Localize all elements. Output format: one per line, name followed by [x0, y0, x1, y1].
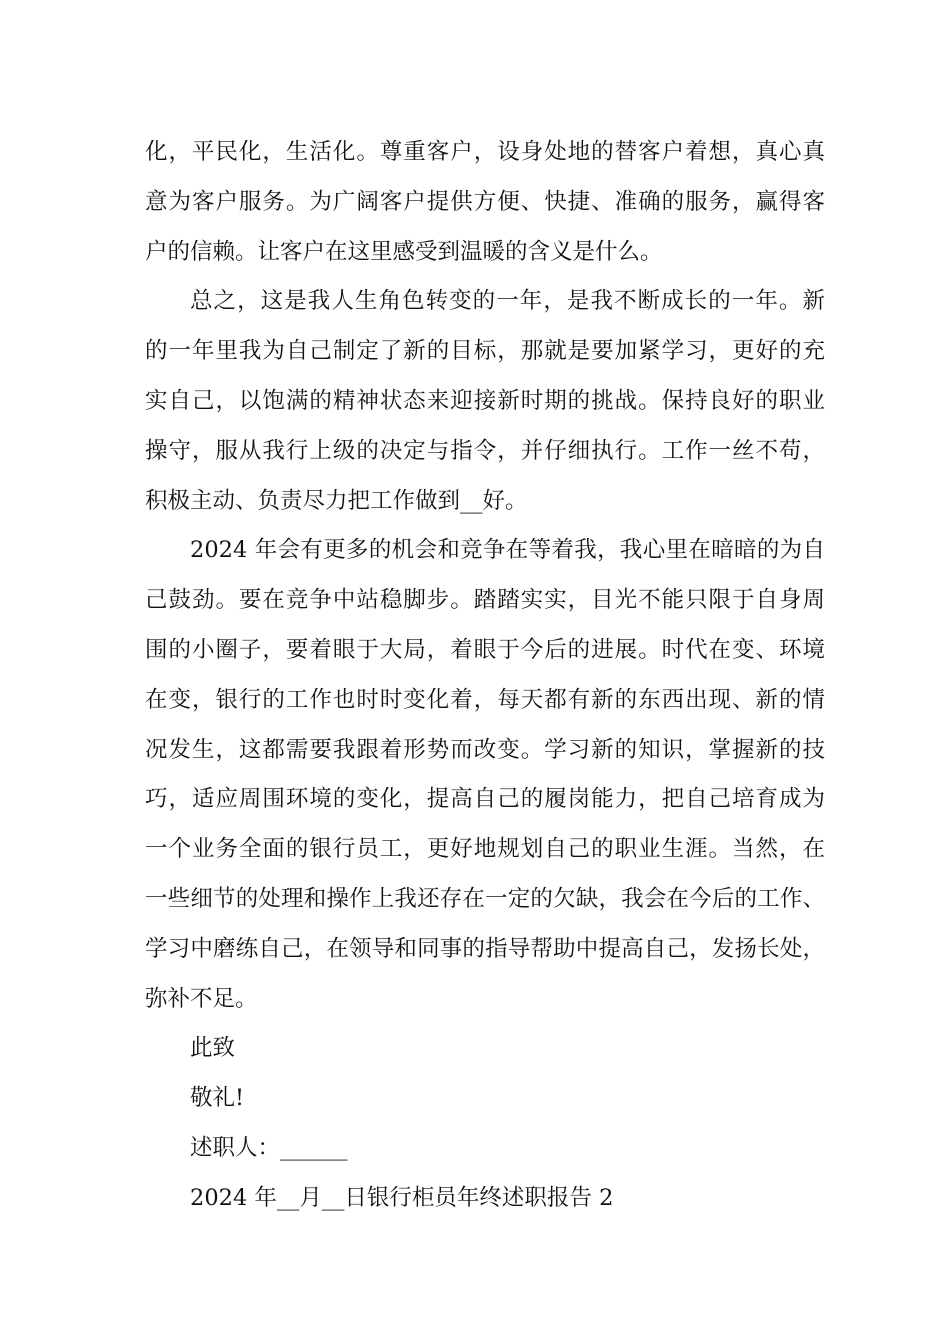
paragraph-1 [145, 128, 825, 277]
paragraph-3 [145, 526, 825, 1024]
text-line: 围的小圈子，要着眼于大局，着眼于今后的进展。时代在变、环境 [145, 636, 825, 663]
text-line: 意为客户服务。为广阔客户提供方便、快捷、准确的服务，赢得客 [145, 188, 825, 215]
text-line: 况发生，这都需要我跟着形势而改变。学习新的知识，掌握新的技 [145, 736, 825, 763]
text-line: 的一年里我为自己制定了新的目标，那就是要加紧学习，更好的充 [145, 338, 825, 365]
text-line: 一些细节的处理和操作上我还存在一定的欠缺，我会在今后的工作、 [145, 885, 825, 912]
text-line: 操守，服从我行上级的决定与指令，并仔细执行。工作一丝不苟， [145, 437, 825, 464]
text-line: 学习中磨练自己，在领导和同事的指导帮助中提高自己，发扬长处， [145, 935, 825, 962]
text-line: 化，平民化，生活化。尊重客户，设身处地的替客户着想，真心真 [145, 139, 825, 165]
date-title-line: 2024 年__月__日银行柜员年终述职报告 2 [190, 1184, 614, 1211]
text-line: 实自己，以饱满的精神状态来迎接新时期的挑战。保持良好的职业 [145, 387, 825, 414]
text-line: 弥补不足。 [145, 985, 258, 1012]
paragraph-2 [145, 277, 825, 526]
salutation: 此致 [190, 1035, 236, 1062]
text-line: 己鼓劲。要在竞争中站稳脚步。踏踏实实，目光不能只限于自身周 [145, 587, 825, 614]
text-line: 总之，这是我人生角色转变的一年，是我不断成长的一年。新 [190, 288, 825, 315]
text-line: 在变，银行的工作也时时变化着，每天都有新的东西出现、新的情 [145, 686, 825, 713]
text-line: 巧，适应周围环境的变化，提高自己的履岗能力，把自己培育成为 [145, 786, 825, 813]
text-line: 户的信赖。让客户在这里感受到温暖的含义是什么。 [145, 238, 663, 265]
closing-block [145, 1024, 825, 1223]
text-line: 积极主动、负责尽力把工作做到__好。 [145, 487, 528, 514]
text-line: 一个业务全面的银行员工，更好地规划自己的职业生涯。当然，在 [145, 836, 825, 863]
signature-line: 述职人：______ [190, 1134, 348, 1161]
document-body [145, 128, 825, 1224]
regards: 敬礼! [190, 1085, 245, 1112]
text-line: 2024 年会有更多的机会和竞争在等着我，我心里在暗暗的为自 [190, 537, 825, 564]
